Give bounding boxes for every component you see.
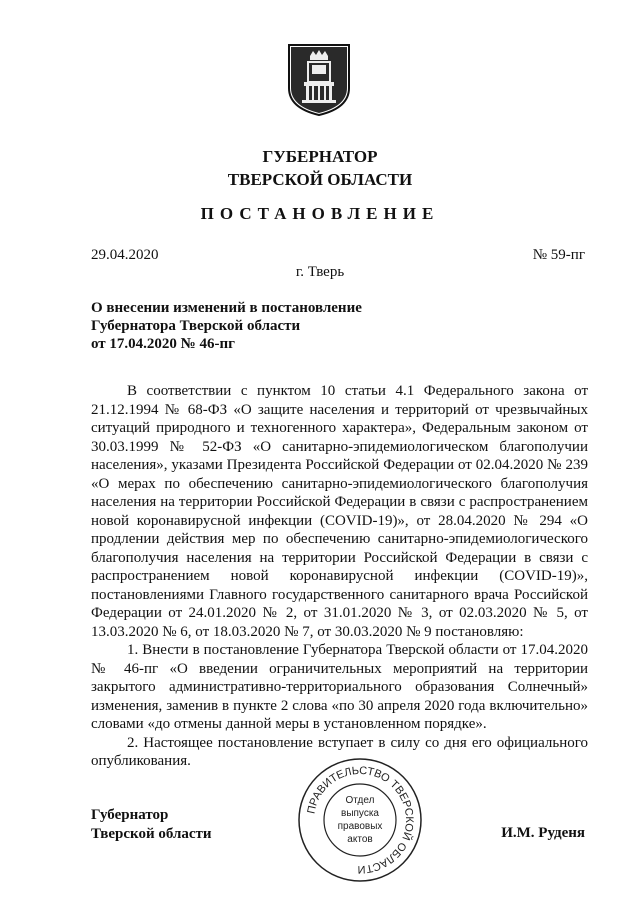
stamp-center-line: актов [347, 834, 373, 845]
stamp-center-line: Отдел [345, 795, 375, 806]
document-type: ПОСТАНОВЛЕНИЕ [200, 204, 440, 223]
preamble-paragraph: В соответствии с пунктом 10 статьи 4.1 Федерального закона от 21.12.1994 № 68-ФЗ «О защите населения и территорий от чрезвычайных ситуаций природного и техногенного характера», Федеральным законом от 30.03.1999 № 52-ФЗ «О санитарно-эпидемиологическом благополучии населения», указами Президента Российской Федерации от 02.04.2020 № 239 «О мерах по обеспечению санитарно-эпидемиологического благополучия населения на территории Российской Федерации в связи с распространением новой коронавирусной инфекции (COVID-19)», от 28.04.2020 № 294 «О продлении действия мер по обеспечению санитарно-эпидемиологического благополучия населения на территории Российской Федерации в связи с распространением новой коронавирусной инфекции (COVID-19)», постановлениями Главного государственного санитарного врача Российской Федерации от 24.01.2020 № 2, от 31.01.2020 № 3, от 02.03.2020 № 5, от 13.03.2020 № 6, от 18.03.2020 № 7, от 30.03.2020 № 9 постановляю: [91, 383, 588, 640]
document-body [91, 382, 588, 771]
document-city: г. Тверь [295, 264, 345, 280]
official-stamp [296, 756, 424, 884]
signatory-region: Тверской области [91, 826, 212, 842]
signatory-position: Губернатор [91, 807, 169, 823]
subject-line: от 17.04.2020 № 46-пг [91, 336, 235, 352]
document-subject [91, 299, 411, 353]
document-date: 29.04.2020 [91, 247, 159, 263]
stamp-center-line: выпуска [341, 808, 379, 819]
stamp-center-line: правовых [337, 821, 383, 832]
issuer-region: ТВЕРСКОЙ ОБЛАСТИ [227, 170, 413, 189]
signatory-name: И.М. Руденя [501, 825, 585, 841]
tver-coat-of-arms-icon [286, 42, 352, 118]
issuer-title: ГУБЕРНАТОР [262, 147, 378, 166]
clause-1-paragraph: 1. Внести в постановление Губернатора Тверской области от 17.04.2020 № 46-пг «О введении ограничительных мероприятий на территории закрытого административно-территориального образования Солнечный» изменения, заменив в пункте 2 слова «по 30 апреля 2020 года включительно» словами «до отмены данной меры в установленном порядке». [91, 642, 588, 732]
stamp-ring-text: ПРАВИТЕЛЬСТВО ТВЕРСКОЙ ОБЛАСТИ [305, 764, 416, 876]
issuer-heading [0, 145, 640, 191]
signatory-title [91, 806, 212, 844]
document-number: № 59-пг [532, 247, 585, 263]
subject-line: Губернатора Тверской области [91, 318, 301, 334]
subject-line: О внесении изменений в постановление [91, 300, 362, 316]
clause-2-paragraph: 2. Настоящее постановление вступает в силу со дня его официального опубликования. [91, 734, 588, 769]
